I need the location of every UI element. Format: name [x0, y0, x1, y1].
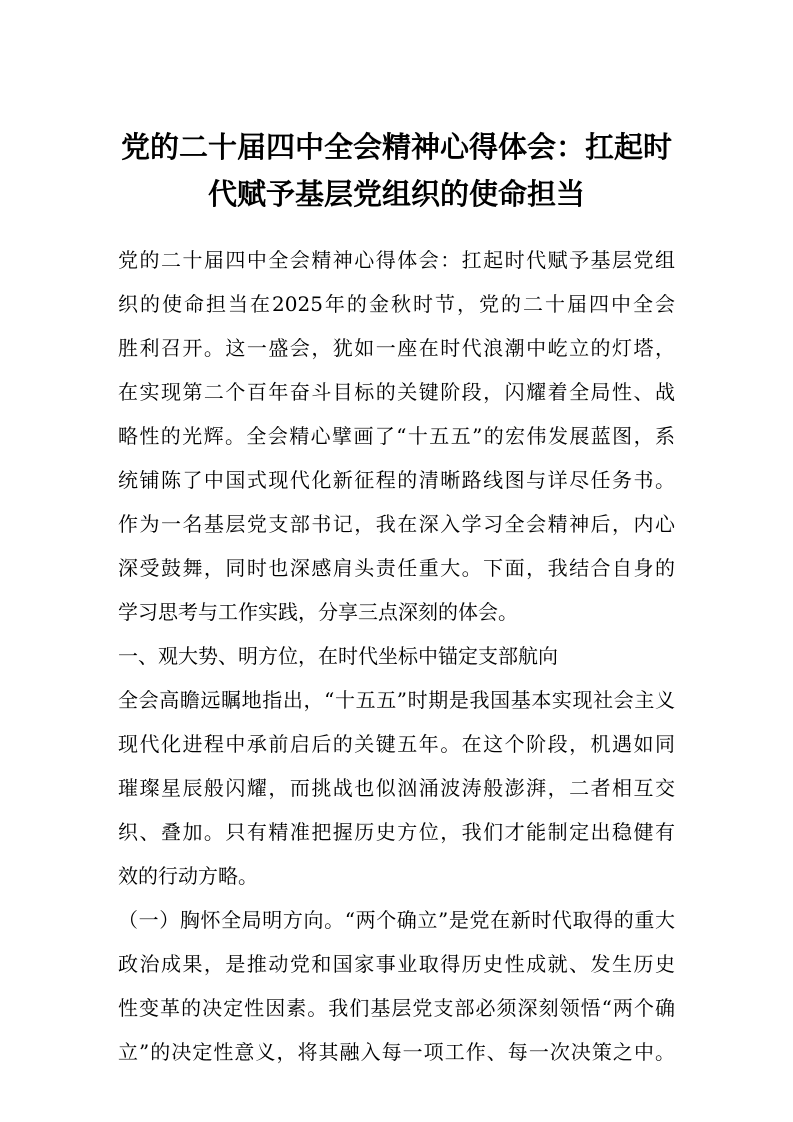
body-line: 现代化进程中承前启后的关键五年。在这个阶段，机遇如同: [118, 732, 675, 756]
body-line: 统铺陈了中国式现代化新征程的清晰路线图与详尽任务书。: [118, 468, 675, 492]
body-line: 效的行动方略。: [118, 864, 258, 888]
body-line: 政治成果，是推动党和国家事业取得历史性成就、发生历史: [118, 952, 675, 976]
body-line: 胜利召开。这一盛会，犹如一座在时代浪潮中屹立的灯塔，: [118, 336, 675, 360]
body-line: 在实现第二个百年奋斗目标的关键阶段，闪耀着全局性、战: [118, 380, 675, 404]
body-line: 璀璨星辰般闪耀，而挑战也似汹涌波涛般澎湃，二者相互交: [118, 776, 675, 800]
body-line: 学习思考与工作实践，分享三点深刻的体会。: [118, 600, 518, 624]
body-line: 略性的光辉。全会精心擘画了“十五五”的宏伟发展蓝图，系: [118, 424, 675, 448]
body-line: 织、叠加。只有精准把握历史方位，我们才能制定出稳健有: [118, 820, 675, 844]
section-heading: 一、观大势、明方位，在时代坐标中锚定支部航向: [118, 644, 558, 668]
body-line: 党的二十届四中全会精神心得体会：扛起时代赋予基层党组: [118, 248, 675, 272]
body-line: 作为一名基层党支部书记，我在深入学习全会精神后，内心: [118, 512, 675, 536]
body-line: （一）胸怀全局明方向。“两个确立”是党在新时代取得的重大: [118, 908, 675, 932]
body-line: 立”的决定性意义，将其融入每一项工作、每一次决策之中。: [118, 1040, 675, 1064]
body-line: 全会高瞻远瞩地指出，“十五五”时期是我国基本实现社会主义: [118, 688, 675, 712]
body-line: 性变革的决定性因素。我们基层党支部必须深刻领悟“两个确: [118, 996, 675, 1020]
document-title-line-1: 党的二十届四中全会精神心得体会：扛起时: [120, 130, 672, 164]
document-title-line-2: 代赋予基层党组织的使命担当: [207, 177, 585, 211]
body-line: 深受鼓舞，同时也深感肩头责任重大。下面，我结合自身的: [118, 556, 675, 580]
body-line: 织的使命担当在2025年的金秋时节，党的二十届四中全会: [118, 292, 675, 316]
